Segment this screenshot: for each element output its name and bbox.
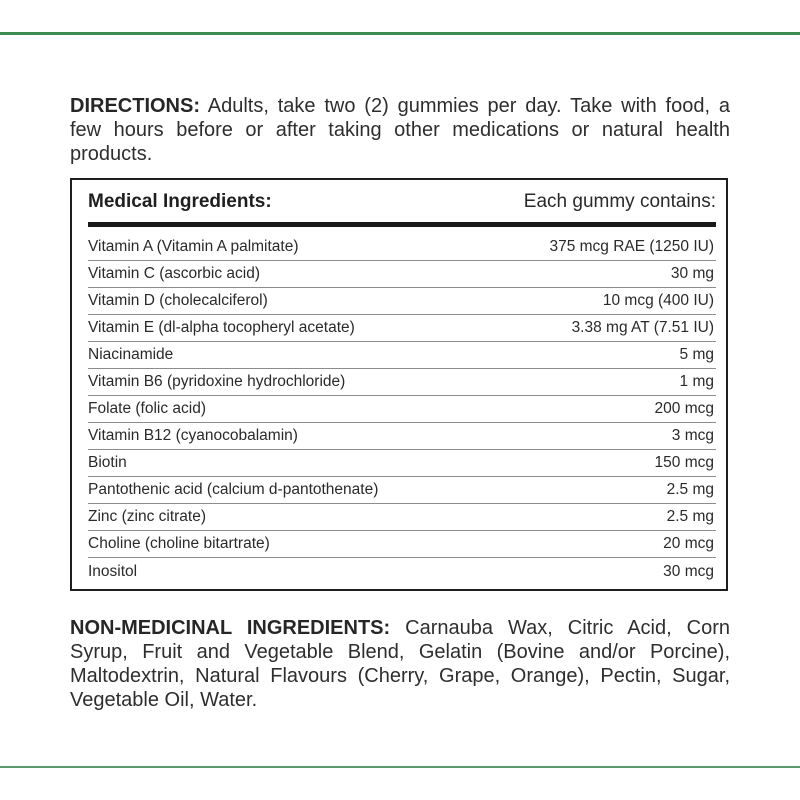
ingredient-amount: 3 mcg [671,427,714,444]
ingredient-name: Choline (choline bitartrate) [88,535,270,552]
ingredient-row [88,261,716,288]
non-medicinal-paragraph [70,616,730,712]
non-medicinal-text: Carnauba Wax, Citric Acid, Corn Syrup, Fruit and Vegetable Blend, Gelatin (Bovine and/or Porcine), Maltodextrin, Natural Flavours (Cherry, Grape, Orange), Pectin, Sugar, Vegetable Oil, Water. [70,617,730,711]
medical-ingredients-heading: Medical Ingredients: [88,191,272,212]
directions-paragraph [70,94,730,166]
each-gummy-contains-label: Each gummy contains: [523,191,716,212]
non-medicinal-label: NON-MEDICINAL INGREDIENTS: [70,617,391,639]
ingredient-name: Vitamin B6 (pyridoxine hydrochloride) [88,373,346,390]
header-divider-bar [88,222,716,227]
ingredient-row [88,558,716,585]
ingredient-name: Folate (folic acid) [88,400,207,417]
ingredient-amount: 3.38 mg AT (7.51 IU) [571,319,714,336]
ingredient-row [88,423,716,450]
directions-label: DIRECTIONS: [70,95,200,117]
ingredient-row [88,450,716,477]
ingredient-name: Biotin [88,454,127,471]
ingredient-amount: 200 mcg [654,400,714,417]
ingredient-amount: 375 mcg RAE (1250 IU) [549,238,714,255]
panel-header [88,180,716,224]
ingredients-table [88,234,716,585]
ingredient-row [88,531,716,558]
ingredient-amount: 30 mcg [663,562,714,580]
ingredient-name: Vitamin C (ascorbic acid) [88,265,260,282]
ingredient-row [88,288,716,315]
ingredient-amount: 5 mg [679,346,714,363]
ingredient-amount: 150 mcg [654,454,714,471]
ingredient-amount: 10 mcg (400 IU) [602,292,714,309]
top-divider [0,32,800,35]
ingredient-row [88,396,716,423]
ingredient-row [88,315,716,342]
ingredient-row [88,504,716,531]
medical-ingredients-panel [70,178,728,591]
ingredient-name: Vitamin B12 (cyanocobalamin) [88,427,298,444]
ingredient-amount: 1 mg [679,373,714,390]
ingredient-name: Pantothenic acid (calcium d-pantothenate) [88,481,379,498]
ingredient-amount: 2.5 mg [666,481,714,498]
ingredient-row [88,369,716,396]
ingredient-amount: 20 mcg [663,535,714,552]
directions-text: Adults, take two (2) gummies per day. Take with food, a few hours before or after taking other medications or natural health products. [70,95,730,165]
bottom-divider [0,766,800,768]
ingredient-row [88,342,716,369]
ingredient-amount: 30 mg [670,265,714,282]
ingredient-row [88,477,716,504]
ingredient-amount: 2.5 mg [666,508,714,525]
ingredient-name: Zinc (zinc citrate) [88,508,206,525]
ingredient-name: Niacinamide [88,346,174,363]
ingredient-name: Vitamin D (cholecalciferol) [88,292,268,309]
ingredient-row [88,234,716,261]
ingredient-name: Vitamin A (Vitamin A palmitate) [88,238,299,255]
ingredient-name: Inositol [88,562,138,580]
ingredient-name: Vitamin E (dl-alpha tocopheryl acetate) [88,319,355,336]
